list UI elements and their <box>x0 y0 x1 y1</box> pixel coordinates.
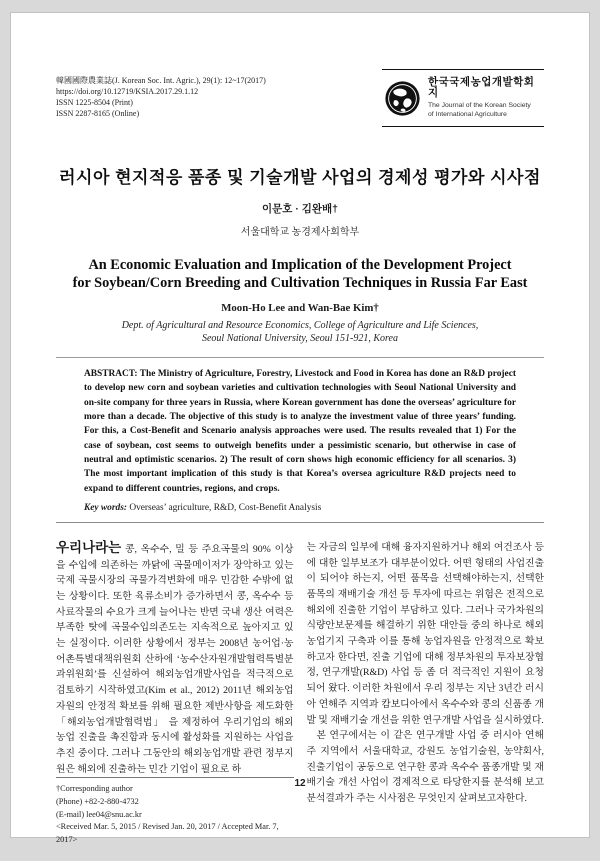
footnote-dates: <Received Mar. 5, 2015 / Revised Jan. 20, 2017 / Accepted Mar. 7, 2017> <box>56 822 279 844</box>
affiliation-english <box>56 320 544 345</box>
body-column-left <box>56 540 294 847</box>
keywords-text: Overseas’ agriculture, R&D, Cost-Benefit Analysis <box>129 502 322 513</box>
body-column-right <box>307 540 545 847</box>
body-columns <box>56 540 544 847</box>
page-header <box>56 75 544 127</box>
authors-korean: 이문호 · 김완배† <box>261 203 339 216</box>
journal-names <box>428 77 540 119</box>
body-paragraph-right-2: 본 연구에서는 이 같은 연구개발 사업 중 러시아 연해주 지역에서 서울대학교, 강원도 농업기술원, 농약회사, 진출기업이 공동으로 연구한 콩과 옥수수 품종개발 및 재배기술 개선 사업이 경제적으로 타당한지를 분석해 보고 분석결과가 주는 시사점은 무엇인지 살펴보고자한다. <box>306 730 544 805</box>
body-left-text: 콩, 옥수수, 밀 등 주요곡물의 90% 이상을 수입에 의존하는 까닭에 곡물메이저가 장악하고 있는 국제 곡물시장의 곡물가격변화에 매우 민감한 수밖에 없는 상황이다. 또한 육류소비가 증가하면서 콩, 옥수수 등 사료작물의 수요가 크게 늘어나는 반면 국내 생산 여력은 부족한 탓에 곡물수입의존도는 지속적으로 높아지고 있는 실정이다. 이러한 상황에서 정부는 2008년 농어업·농어촌특별대책위원회 산하에 ‘농수산자원개발협력특별분과위원회’를 신설하여 해외농업개발사업을 적극적으로 검토하기 시작하였고(Kim et al., 2012) 2011년 해외농업자원의 안정적 확보를 위해 필요한 제반사항을 제도화한 「해외농업개발협력법」 을 제정하여 우리기업의 해외농업 진출을 촉진함과 동시에 활성화를 지원하는 사업을 추진 중이다. 그러나 그동안의 해외농업개발 관련 정부지원은 해외에 진출하는 민간 기업이 필요로 하 <box>56 543 294 775</box>
society-globe-logo-icon <box>384 80 421 117</box>
affiliation-english-line1: Dept. of Agricultural and Resource Economics, College of Agriculture and Life Sciences, <box>121 320 479 332</box>
journal-name-english-line1: The Journal of the Korean Society <box>428 102 531 109</box>
journal-logo-box <box>382 69 544 127</box>
journal-citation: 韓國國際農業誌(J. Korean Soc. Int. Agric.), 29(1): 12~17(2017) <box>56 76 266 85</box>
paper-page <box>10 12 590 844</box>
abstract-paragraph <box>84 367 516 496</box>
issn-print: ISSN 1225-8504 (Print) <box>56 98 133 107</box>
article-title-english-line1: An Economic Evaluation and Implication of the Development Project <box>88 257 512 274</box>
abstract-bottom-rule <box>56 522 544 523</box>
journal-name-english-line2: of International Agriculture <box>428 110 507 118</box>
abstract-label: ABSTRACT: <box>84 369 138 380</box>
citation-block <box>56 75 266 119</box>
article-title-korean: 러시아 현지적응 품종 및 기술개발 사업의 경제성 평가와 시사점 <box>59 168 541 188</box>
abstract-text: The Ministry of Agriculture, Forestry, Livestock and Food in Korea has done an R&D project to develop new corn and soybean varieties and cultivation technologies with Seoul National University and on-site company for three years in Russia, where Korean government has done the overseas’ agriculture for more than a decade. The objective of this study is to analyze the investment value of three years’ funding. For this, a Cost-Benefit and Scenario analysis approaches were used. The results revealed that 1) For the case of soybean, cost seems to outweigh benefits under a pessimistic scenario, but otherwise in case of neutral and optimistic scenarios. 2) The result of corn shows high economic efficiency for all scenarios. 3) The most important implication of this study is that Korea’s oversea agriculture R&D projects need to expand to different countries, regions, and crops. <box>84 369 516 494</box>
lead-word: 우리나라는 <box>56 539 122 555</box>
body-paragraph-left <box>56 540 294 778</box>
keywords-line <box>84 503 516 513</box>
footnote-phone: (Phone) +82-2-880-4732 <box>56 797 139 806</box>
affiliation-english-line2: Seoul National University, Seoul 151-921, Korea <box>201 332 398 344</box>
affiliation-korean: 서울대학교 농경제사회학부 <box>240 227 360 239</box>
abstract-top-rule <box>56 357 544 358</box>
article-title-english-line2: for Soybean/Corn Breeding and Cultivation Techniques in Russia Far East <box>72 275 528 292</box>
article-title-english <box>56 256 544 292</box>
authors-english: Moon-Ho Lee and Wan-Bae Kim† <box>221 302 379 315</box>
doi-link: https://doi.org/10.12719/KSIA.2017.29.1.12 <box>56 87 199 96</box>
issn-online: ISSN 2287-8165 (Online) <box>56 109 140 118</box>
page-number: 12 <box>294 778 306 789</box>
journal-name-korean: 한국국제농업개발학회지 <box>428 76 535 99</box>
footnote-email: (E-mail) lee04@snu.ac.kr <box>56 809 142 819</box>
keywords-label: Key words: <box>84 502 127 513</box>
body-paragraph-right-1: 는 자금의 일부에 대해 융자지원하거나 해외 여건조사 등에 대한 일부보조가 대부분이었다. 어떤 형태의 사업진출이 되어야 하는지, 어떤 품목을 선택해야하는지, 선택한 품목의 재배기술 개선 등 투자에 따르는 위험은 전적으로 해외에 진출한 기업이 부담하고 있다. 그러나 국가차원의 식량안보문제를 해결하기 위한 대안들 중의 하나로 해외농업기지 구축과 이를 통해 농업자원을 안정적으로 확보하고자 한다면, 진출 기업에 대해 정부차원의 투자보장협정, 연구개발(R&D) 사업 등 좀 더 적극적인 지원이 요청되어 왔다. 이러한 차원에서 우리 정부는 지난 3년간 러시아 연해주 지역과 캄보디아에서 옥수수와 콩의 신품종 개발 및 재배기술 개선을 위한 연구개발 사업을 실시하였다. <box>306 541 544 726</box>
footnote-corresponding-author: †Corresponding author <box>56 784 133 794</box>
